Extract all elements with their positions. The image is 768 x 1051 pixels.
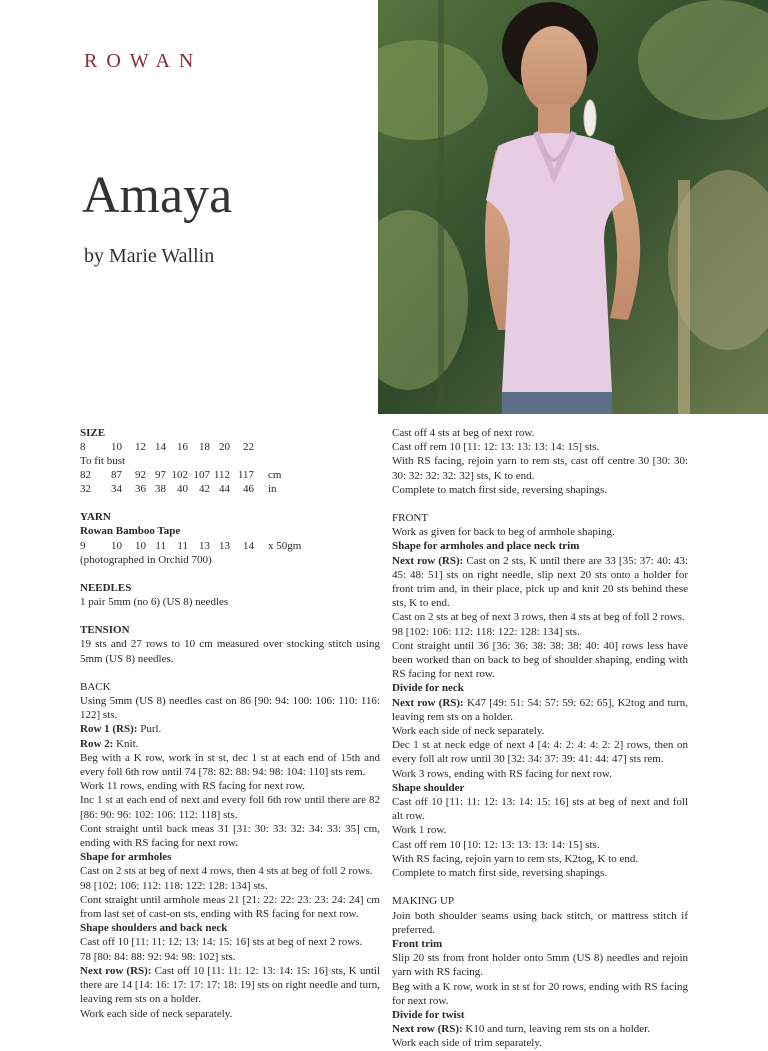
size-cell: 8 [80,441,86,454]
row-text: Knit. [113,737,139,750]
yarn-table [80,539,301,553]
row-label: Next row (RS): [392,554,464,567]
in-cell: 38 [155,483,166,496]
front-trim-heading: Front trim [392,937,443,950]
yarn-cell: 13 [199,539,210,552]
cm-cell: 107 [193,469,210,482]
front-para: Work 1 row. [392,824,447,837]
front-para: Cast off rem 10 [10: 12: 13: 13: 13: 14: 15] sts. [392,838,600,851]
size-cell: 16 [177,441,188,454]
size-cell: 10 [111,441,122,454]
back-row1 [80,722,380,736]
row-text: K47 [49: 51: 54: 57: 59: 62: 65], K2tog and turn, leaving rem sts on a holder. [392,696,688,723]
tension-text: 19 sts and 27 rows to 10 cm measured over stocking stitch using 5mm (US 8) needles. [80,638,380,665]
back-cont-para: Cast off rem 10 [11: 12: 13: 13: 13: 14: 15] sts. [392,441,600,454]
back-para: 78 [80: 84: 88: 92: 94: 98: 102] sts. [80,950,236,963]
back-row2 [80,737,380,751]
front-para: With RS facing, rejoin yarn to rem sts, K2tog, K to end. [392,852,639,865]
making-para: Slip 20 sts from front holder onto 5mm (US 8) needles and rejoin yarn with RS facing. [392,952,688,979]
size-cell: 18 [199,441,210,454]
size-cell: 20 [219,441,230,454]
back-para: Cast on 2 sts at beg of next 4 rows, then 4 sts at beg of foll 2 rows. [80,865,373,878]
brand-logo: ROWAN [84,50,203,72]
in-cell: 32 [80,483,91,496]
cm-cell: 97 [155,469,166,482]
front-para: Work as given for back to beg of armhole shaping. [392,526,615,539]
row-label: Next row (RS): [392,1023,463,1036]
size-row [80,440,281,454]
back-para: Work each side of neck separately. [80,1007,233,1020]
cm-row [80,468,281,482]
pattern-title: Amaya [82,167,233,224]
yarn-cell: 11 [177,539,188,552]
front-para: Work 3 rows, ending with RS facing for next row. [392,767,612,780]
in-cell: 36 [135,483,146,496]
front-next-row [392,554,688,611]
size-heading: SIZE [80,427,106,439]
row-label: Row 2: [80,737,114,750]
back-para: 98 [102: 106: 112: 118: 122: 128: 134] sts. [80,879,268,892]
yarn-cell: 10 [135,539,146,552]
in-row [80,482,281,496]
row-text: Cast on 2 sts, K until there are 33 [35: 37: 40: 43: 45: 48: 51] sts on right needle, slip next 20 sts onto a holder for front trim and, in their place, pick up and knit 20 sts behind these sts, K to end. [392,554,689,610]
row-text: Cast off 10 [11: 11: 12: 13: 14: 15: 16] sts, K until there are 14 [14: 16: 17: 17: 17: 18: 19] sts on right needle and turn, leaving rem sts on a holder. [80,964,380,1006]
fit-label: To fit bust [80,455,126,468]
cm-cell: 102 [171,469,188,482]
making-para: Beg with a K row, work in st st for 20 rows, ending with RS facing for next row. [392,980,688,1007]
armholes-heading: Shape for armholes [80,851,172,864]
size-table [80,440,281,496]
cm-unit: cm [268,469,282,482]
row-text: Purl. [137,723,162,736]
front-para: Cont straight until 36 [36: 36: 38: 38: 38: 40: 40] rows less have been worked than on back to beg of shoulder shaping, ending with RS facing for next row. [392,639,688,681]
back-cont-para: Complete to match first side, reversing shapings. [392,483,608,496]
cm-cell: 92 [135,469,146,482]
cm-cell: 117 [237,469,254,482]
back-para: Using 5mm (US 8) needles cast on 86 [90: 94: 100: 106: 110: 116: 122] sts. [80,695,380,722]
front-para: Cast off 10 [11: 11: 12: 13: 14: 15: 16] sts at beg of next and foll alt row. [392,796,688,823]
back-cont-para: Cast off 4 sts at beg of next row. [392,427,535,439]
back-para: Cont straight until armhole meas 21 [21: 22: 22: 23: 23: 24: 24] cm from last set of cast-on sts, ending with RS facing for next row. [80,893,380,921]
size-unit [254,440,281,454]
front-heading: FRONT [392,512,429,525]
back-cont-para: With RS facing, rejoin yarn to rem sts, cast off centre 30 [30: 30: 30: 32: 32: 32: 32] sts, K to end. [392,455,688,482]
cm-cell: 82 [80,469,91,482]
yarn-cell: 11 [155,539,166,552]
yarn-heading: YARN [80,511,111,524]
making-up-heading: MAKING UP [392,895,455,908]
front-armholes-heading: Shape for armholes and place neck trim [392,540,580,553]
making-para: Work each side of trim separately. [392,1037,542,1050]
designer-byline: by Marie Wallin [84,245,215,267]
back-heading: BACK [80,680,111,693]
yarn-name: Rowan Bamboo Tape [80,525,181,538]
size-cell: 14 [155,441,166,454]
cm-cell: 87 [111,469,122,482]
row-label: Next row (RS): [80,964,152,977]
yarn-cell: 9 [80,539,86,552]
in-cell: 34 [111,483,122,496]
back-para: Cont straight until back meas 31 [31: 30: 33: 32: 34: 33: 35] cm, ending with RS facing for next row. [80,822,380,850]
needles-heading: NEEDLES [80,581,132,594]
in-cell: 42 [199,483,210,496]
making-para: Join both shoulder seams using back stitch, or mattress stitch if preferred. [392,909,688,936]
front-para: Cast on 2 sts at beg of next 3 rows, then 4 sts at beg of foll 2 rows. [392,611,685,624]
front-para: Complete to match first side, reversing shapings. [392,867,608,880]
cm-cell: 112 [213,469,230,482]
shoulders-heading: Shape shoulders and back neck [80,922,228,935]
divide-neck-heading: Divide for neck [392,682,464,695]
right-column [392,426,688,1051]
back-para: Beg with a K row, work in st st, dec 1 st at each end of 15th and every foll 6th row until 74 [78: 82: 88: 94: 98: 104: 110] sts rem. [80,751,380,779]
back-next-row [80,964,380,1007]
back-para: Cast off 10 [11: 11: 12: 13: 14: 15: 16] sts at beg of next 2 rows. [80,936,363,949]
back-para: Work 11 rows, ending with RS facing for next row. [80,780,305,793]
in-cell: 40 [177,483,188,496]
row-label: Row 1 (RS): [80,723,138,736]
row-label: Next row (RS): [392,696,464,709]
in-unit: in [268,483,277,496]
front-para: 98 [102: 106: 112: 118: 122: 128: 134] sts. [392,625,580,638]
row-text: K10 and turn, leaving rem sts on a holder. [462,1023,650,1036]
yarn-cell: 14 [243,539,254,552]
yarn-unit: x 50gm [268,539,302,552]
front-para: Dec 1 st at neck edge of next 4 [4: 4: 2: 4: 4: 2: 2] rows, then on every foll alt row until 30 [32: 34: 37: 39: 41: 44: 47] sts rem. [392,739,688,766]
yarn-cell: 10 [111,539,122,552]
divide-next-row [392,696,688,724]
model-photo-illustration [378,0,768,414]
twist-next-row [392,1022,688,1036]
model-photo [378,0,768,414]
left-column [80,426,380,1021]
in-cell: 44 [219,483,230,496]
size-cell: 22 [243,441,254,454]
size-cell: 12 [135,441,146,454]
yarn-note: (photographed in Orchid 700) [80,553,212,566]
needles-text: 1 pair 5mm (no 6) (US 8) needles [80,596,229,609]
back-para: Inc 1 st at each end of next and every foll 6th row until there are 82 [86: 90: 96: 102: 106: 112: 118] sts. [80,794,380,821]
yarn-cell: 13 [219,539,230,552]
front-para: Work each side of neck separately. [392,725,545,738]
yarn-amount-row [80,539,301,553]
in-cell: 46 [243,483,254,496]
tension-heading: TENSION [80,624,130,637]
front-shoulder-heading: Shape shoulder [392,781,465,794]
twist-heading: Divide for twist [392,1008,465,1021]
